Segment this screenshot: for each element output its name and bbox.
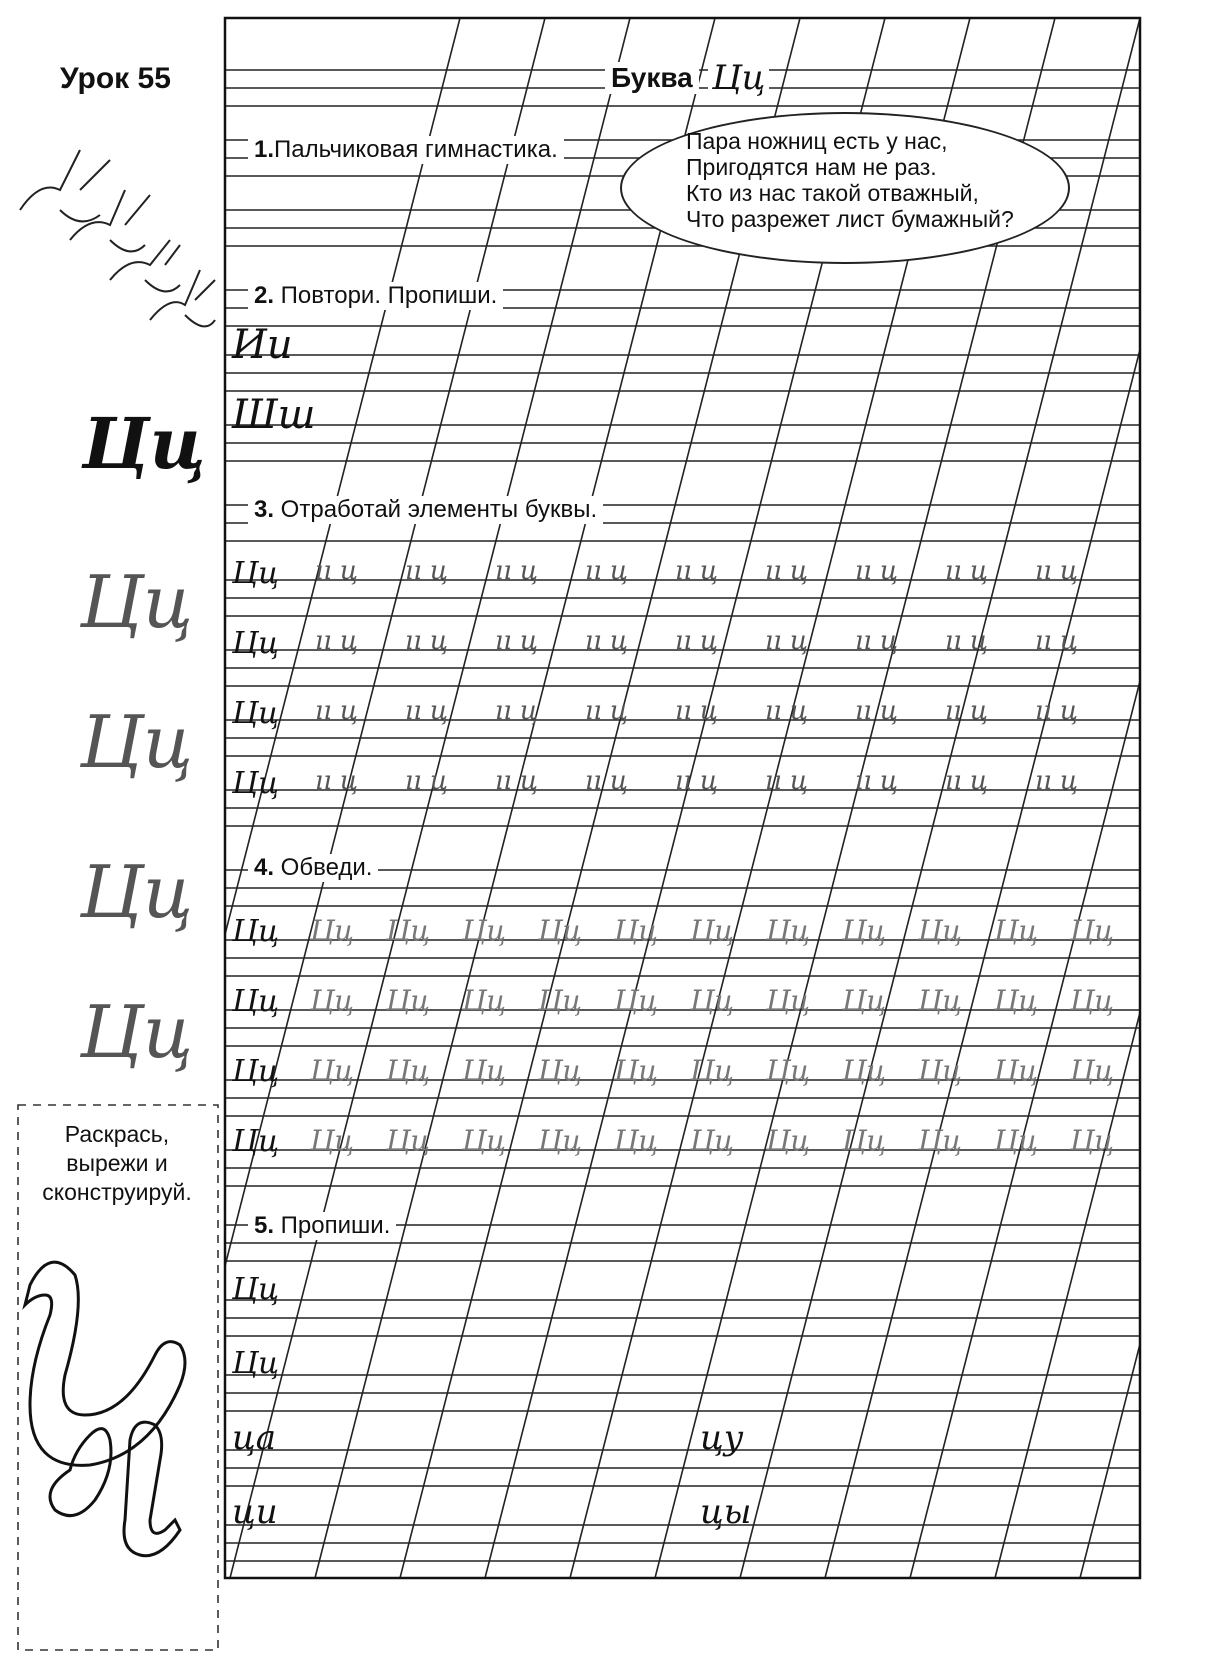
trace-item: Цц [690,1054,734,1087]
write-row-head: Цц [232,1272,280,1307]
elements-item: ıı ц [585,766,629,796]
trace-item: Цц [538,914,582,947]
trace-item: Цц [1070,1124,1114,1157]
trace-item: Цц [918,914,962,947]
syllable: ца [232,1418,276,1458]
elements-item: ıı ц [765,556,809,586]
trace-item: Цц [918,1124,962,1157]
elements-item: ıı ц [585,696,629,726]
repeat-row-sample: Шш [232,392,316,438]
trace-item: Цц [1070,984,1114,1017]
letter-sample: Цц [80,990,194,1074]
letter-sample: Цц [80,560,194,644]
elements-item: ıı ц [765,766,809,796]
task-4: 4. Обведи. [248,854,378,882]
elements-item: ıı ц [945,766,989,796]
elements-item: ıı ц [315,626,359,656]
trace-item: Цц [614,914,658,947]
trace-item: Цц [538,984,582,1017]
elements-item: ıı ц [675,766,719,796]
elements-row-head: Цц [232,696,280,731]
elements-item: ıı ц [1035,556,1079,586]
trace-item: Цц [462,1124,506,1157]
trace-item: Цц [842,914,886,947]
trace-item: Цц [994,914,1038,947]
elements-item: ıı ц [855,626,899,656]
elements-item: ıı ц [675,626,719,656]
elements-item: ıı ц [765,696,809,726]
elements-item: ıı ц [765,626,809,656]
trace-item: Цц [462,984,506,1017]
elements-row-head: Цц [232,556,280,591]
letter-sample: Цц [80,850,194,934]
elements-item: ıı ц [1035,766,1079,796]
elements-item: ıı ц [405,696,449,726]
trace-item: Цц [766,1124,810,1157]
trace-row-head: Цц [232,984,280,1019]
trace-row-head: Цц [232,1054,280,1089]
elements-item: ıı ц [945,626,989,656]
trace-item: Цц [994,1124,1038,1157]
trace-item: Цц [386,1054,430,1087]
repeat-row-sample: Ии [232,322,293,368]
trace-item: Цц [842,984,886,1017]
trace-item: Цц [842,1124,886,1157]
trace-item: Цц [994,984,1038,1017]
elements-item: ıı ц [405,626,449,656]
elements-item: ıı ц [1035,696,1079,726]
elements-item: ıı ц [405,766,449,796]
elements-item: ıı ц [585,556,629,586]
elements-item: ıı ц [585,626,629,656]
elements-item: ıı ц [945,696,989,726]
elements-item: ıı ц [855,766,899,796]
trace-item: Цц [310,984,354,1017]
trace-item: Цц [1070,914,1114,947]
elements-row-head: Цц [232,766,280,801]
trace-item: Цц [310,1054,354,1087]
trace-item: Цц [386,914,430,947]
syllable: ци [232,1492,278,1532]
trace-item: Цц [310,914,354,947]
elements-item: ıı ц [675,556,719,586]
trace-item: Цц [690,1124,734,1157]
elements-item: ıı ц [945,556,989,586]
trace-item: Цц [766,914,810,947]
trace-row-head: Цц [232,1124,280,1159]
elements-item: ıı ц [405,556,449,586]
riddle-line: Пара ножниц есть у нас, [686,128,948,154]
task-5: 5. Пропиши. [248,1212,396,1240]
elements-item: ıı ц [315,556,359,586]
trace-item: Цц [386,984,430,1017]
syllable: цы [700,1492,752,1532]
elements-item: ıı ц [855,696,899,726]
trace-item: Цц [842,1054,886,1087]
letter-sample: Цц [80,700,194,784]
trace-item: Цц [994,1054,1038,1087]
elements-row-head: Цц [232,626,280,661]
trace-item: Цц [538,1124,582,1157]
letter-glyph: Цц [708,58,769,98]
trace-item: Цц [614,984,658,1017]
letter-sample-bold: Цц [82,402,206,485]
elements-item: ıı ц [495,556,539,586]
elements-item: ıı ц [315,696,359,726]
elements-item: ıı ц [855,556,899,586]
trace-item: Цц [614,1054,658,1087]
trace-item: Цц [766,984,810,1017]
trace-item: Цц [462,1054,506,1087]
trace-item: Цц [766,1054,810,1087]
trace-item: Цц [690,914,734,947]
cutout-instructions: Раскрась, вырежи и сконструируй. [42,1121,192,1205]
trace-item: Цц [538,1054,582,1087]
task-1: 1.Пальчиковая гимнастика. [248,136,564,164]
elements-item: ıı ц [495,696,539,726]
syllable: цу [700,1418,744,1458]
trace-item: Цц [462,914,506,947]
trace-item: Цц [1070,1054,1114,1087]
task-3: 3. Отработай элементы буквы. [248,496,603,524]
trace-item: Цц [310,1124,354,1157]
riddle-line: Кто из нас такой отважный, [686,180,979,206]
elements-item: ıı ц [675,696,719,726]
elements-item: ıı ц [495,626,539,656]
elements-item: ıı ц [315,766,359,796]
trace-item: Цц [918,984,962,1017]
trace-row-head: Цц [232,914,280,949]
write-row-head: Цц [232,1346,280,1381]
riddle-line: Что разрежет лист бумажный? [686,206,1014,232]
letter-title: Буква [605,62,699,94]
task-2: 2. Повтори. Пропиши. [248,282,503,310]
trace-item: Цц [690,984,734,1017]
lesson-number: Урок 55 [60,62,171,95]
trace-item: Цц [614,1124,658,1157]
trace-item: Цц [918,1054,962,1087]
riddle-line: Пригодятся нам не раз. [686,154,937,180]
elements-item: ıı ц [495,766,539,796]
trace-item: Цц [386,1124,430,1157]
elements-item: ıı ц [1035,626,1079,656]
